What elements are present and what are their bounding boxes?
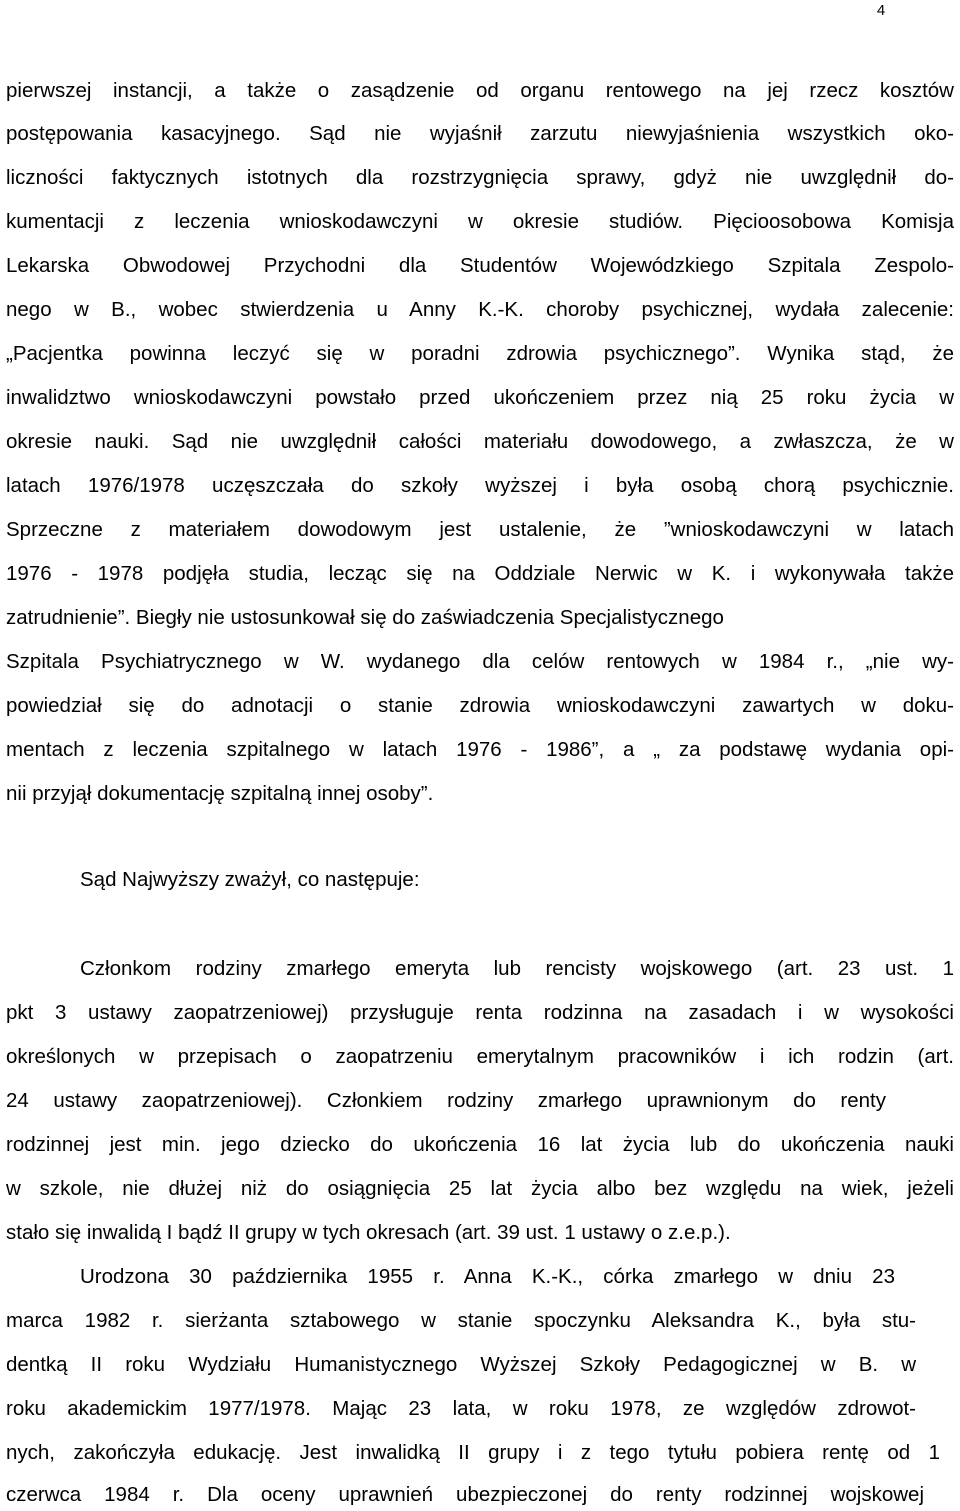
text-line: czerwca 1984 r. Dla oceny uprawnień ubezpieczonej do renty rodzinnej wojskowej [6,1483,924,1506]
text-line: pierwszej instancji, a także o zasądzenie od organu rentowego na jej rzecz kosztów [6,79,954,102]
text-line: dentką II roku Wydziału Humanistycznego Wyższej Szkoły Pedagogicznej w B. w [6,1353,916,1376]
text-line: stało się inwalidą I bądź II grupy w tych okresach (art. 39 ust. 1 ustawy o z.e.p.). [6,1221,731,1244]
text-line: Sprzeczne z materiałem dowodowym jest ustalenie, że ”wnioskodawczyni w latach [6,518,954,541]
text-line: mentach z leczenia szpitalnego w latach 1976 - 1986”, a „ za podstawę wydania opi- [6,738,954,761]
text-line: Szpitala Psychiatrycznego w W. wydanego dla celów rentowych w 1984 r., „nie wy- [6,650,954,673]
text-line: marca 1982 r. sierżanta sztabowego w stanie spoczynku Aleksandra K., była stu- [6,1309,916,1332]
text-line: nego w B., wobec stwierdzenia u Anny K.-K. choroby psychicznej, wydała zalecenie: [6,298,954,321]
text-line: Członkom rodziny zmarłego emeryta lub rencisty wojskowego (art. 23 ust. 1 [80,957,954,980]
text-line: nii przyjął dokumentację szpitalną innej osoby”. [6,782,434,805]
text-line: rodzinnej jest min. jego dziecko do ukończenia 16 lat życia lub do ukończenia nauki [6,1133,954,1156]
text-line: 24 ustawy zaopatrzeniowej). Członkiem rodziny zmarłego uprawnionym do renty [6,1089,886,1112]
text-line: nych, zakończyła edukację. Jest inwalidką II grupy i z tego tytułu pobiera rentę od 1 [6,1441,940,1464]
text-line: powiedział się do adnotacji o stanie zdrowia wnioskodawczyni zawartych w doku- [6,694,954,717]
text-line: „Pacjentka powinna leczyć się w poradni zdrowia psychicznego”. Wynika stąd, że [6,342,954,365]
text-line: postępowania kasacyjnego. Sąd nie wyjaśnił zarzutu niewyjaśnienia wszystkich oko- [6,122,954,145]
text-line: liczności faktycznych istotnych dla rozstrzygnięcia sprawy, gdyż nie uwzględnił do- [6,166,954,189]
text-line: kumentacji z leczenia wnioskodawczyni w okresie studiów. Pięcioosobowa Komisja [6,210,954,233]
section-heading: Sąd Najwyższy zważył, co następuje: [80,868,420,891]
text-line: latach 1976/1978 uczęszczała do szkoły wyższej i była osobą chorą psychicznie. [6,474,954,497]
text-line: Urodzona 30 października 1955 r. Anna K.-K., córka zmarłego w dniu 23 [80,1265,895,1288]
text-line: zatrudnienie”. Biegły nie ustosunkował się do zaświadczenia Specjalistycznego [6,606,724,629]
text-line: 1976 - 1978 podjęła studia, lecząc się na Oddziale Nerwic w K. i wykonywała także [6,562,954,585]
text-line: w szkole, nie dłużej niż do osiągnięcia 25 lat życia albo bez względu na wiek, jeżeli [6,1177,954,1200]
text-line: Lekarska Obwodowej Przychodni dla Studentów Wojewódzkiego Szpitala Zespolo- [6,254,954,277]
text-line: pkt 3 ustawy zaopatrzeniowej) przysługuje renta rodzinna na zasadach i w wysokości [6,1001,954,1024]
text-line: inwalidztwo wnioskodawczyni powstało przed ukończeniem przez nią 25 roku życia w [6,386,954,409]
text-line: określonych w przepisach o zaopatrzeniu emerytalnym pracowników i ich rodzin (art. [6,1045,954,1068]
text-line: okresie nauki. Sąd nie uwzględnił całości materiału dowodowego, a zwłaszcza, że w [6,430,954,453]
text-line: roku akademickim 1977/1978. Mając 23 lata, w roku 1978, ze względów zdrowot- [6,1397,916,1420]
page-number: 4 [876,2,886,19]
